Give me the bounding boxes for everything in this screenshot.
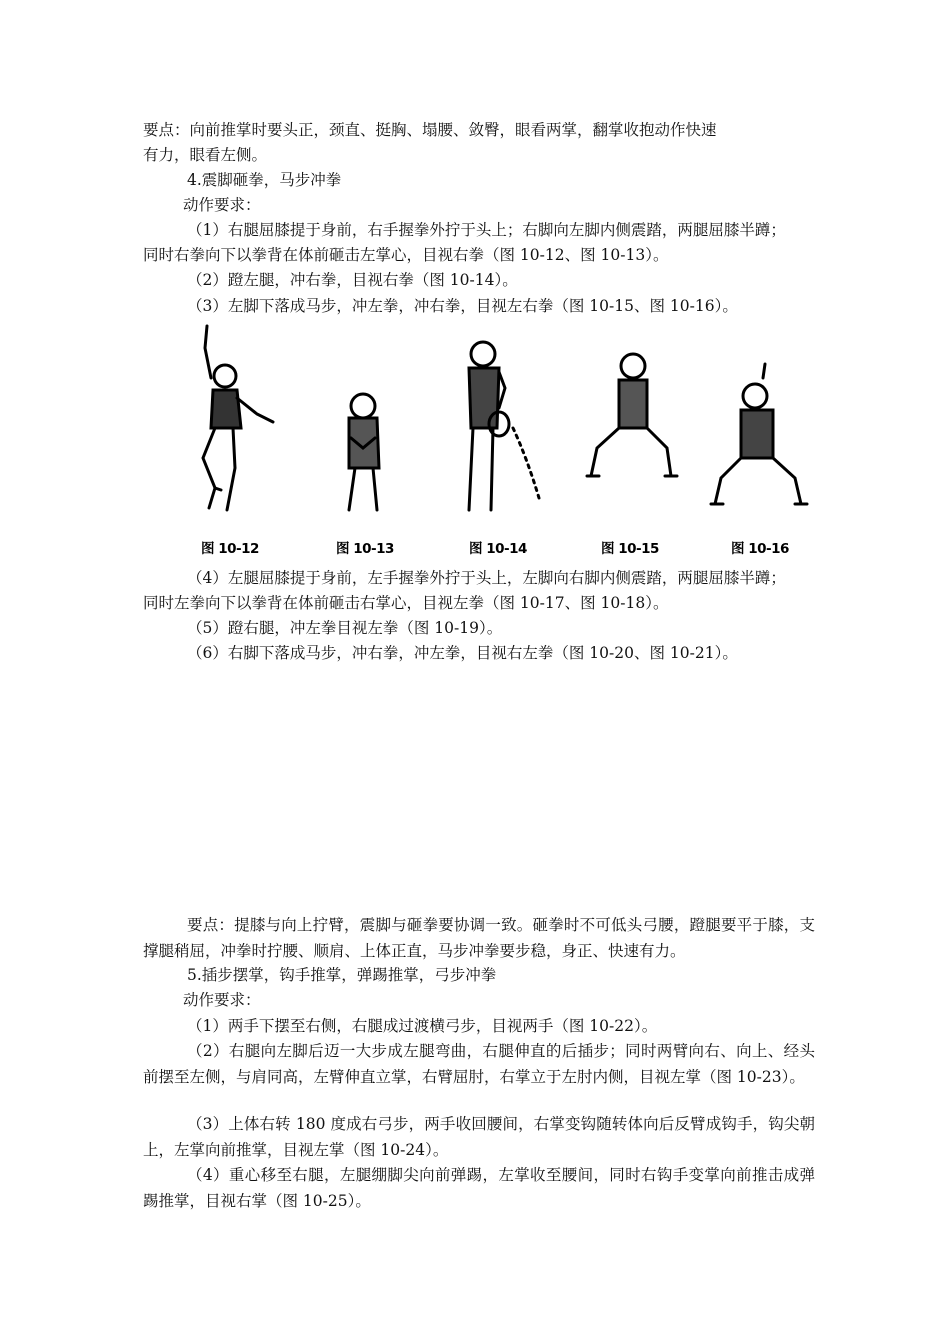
- keypoint-paragraph-2: 要点：提膝与向上拧臂，震脚与砸拳要协调一致。砸拳时不可低头弓腰，蹬腿要平于膝，支撑腿稍屈，冲拳时拧腰、顺肩、上体正直，马步冲拳要步稳，身正、快速有力。: [143, 916, 815, 960]
- figure-caption: 图 10-14: [469, 541, 527, 557]
- half-squat-figure-drawing: [315, 318, 415, 563]
- section-5-step-2: （2）右腿向左脚后迈一大步成左腿弯曲，右腿伸直的后插步；同时两臂向右、向上、经头前摆至左侧，与肩同高，左臂伸直立掌，右臂屈肘，右掌立于左肘内侧，目视左掌（图 10-23）。: [143, 1042, 815, 1086]
- action-requirements-label-2: 动作要求：: [183, 991, 261, 1009]
- step-2: （2）蹬左腿，冲右拳，目视右拳（图 10-14）。: [187, 271, 518, 289]
- section-5-title: 5.插步摆掌，钩手推掌，弹踢推掌，弓步冲拳: [187, 966, 497, 984]
- step-3: （3）左脚下落成马步，冲左拳，冲右拳，目视左右拳（图 10-15、图 10-16）。: [187, 297, 738, 315]
- figure-10-14: [443, 318, 553, 563]
- keypoint-line-1: 要点：向前推掌时要头正，颈直、挺胸、塌腰、敛臀，眼看两掌，翻掌收抱动作快速: [143, 121, 717, 139]
- figure-10-12: [175, 318, 285, 563]
- figure-caption: 图 10-16: [731, 541, 789, 557]
- section-5-step-3: （3）上体右转 180 度成右弓步，两手收回腰间，右掌变钩随转体向后反臂成钩手，钩尖朝上，左掌向前推掌，目视左掌（图 10-24）。: [143, 1115, 815, 1159]
- keypoint-line-2: 有力，眼看左侧。: [143, 146, 268, 164]
- action-requirements-label: 动作要求：: [183, 196, 261, 214]
- figure-10-15: [575, 318, 685, 563]
- figure-caption: 图 10-13: [336, 541, 394, 557]
- figure-10-13: [315, 318, 415, 563]
- figure-10-16: [705, 318, 815, 563]
- double-punch-figure-drawing: [705, 318, 815, 563]
- figure-caption: 图 10-15: [601, 541, 659, 557]
- section-5-step-4: （4）重心移至右腿，左腿绷脚尖向前弹踢，左掌收至腰间，同时右钩手变掌向前推击成弹踢推掌，目视右掌（图 10-25）。: [143, 1166, 815, 1210]
- figure-caption: 图 10-12: [201, 541, 259, 557]
- step-1-line-a: （1）右腿屈膝提于身前，右手握拳外拧于头上；右脚向左脚内侧震踏，两腿屈膝半蹲；: [187, 221, 786, 239]
- step-1-line-b: 同时右拳向下以拳背在体前砸击左掌心，目视右拳（图 10-12、图 10-13）。: [143, 246, 669, 264]
- step-4-line-a: （4）左腿屈膝提于身前，左手握拳外拧于头上，左脚向右脚内侧震踏，两腿屈膝半蹲；: [187, 569, 786, 587]
- step-4-line-b: 同时左拳向下以拳背在体前砸击右掌心，目视左拳（图 10-17、图 10-18）。: [143, 594, 669, 612]
- step-5: （5）蹬右腿，冲左拳目视左拳（图 10-19）。: [187, 619, 503, 637]
- knee-raise-figure-drawing: [175, 318, 285, 563]
- horse-stance-figure-drawing: [575, 318, 685, 563]
- kick-punch-figure-drawing: [443, 318, 553, 563]
- section-4-title: 4.震脚砸拳，马步冲拳: [187, 171, 342, 189]
- step-6: （6）右脚下落成马步，冲右拳，冲左拳，目视右左拳（图 10-20、图 10-21）。: [187, 644, 738, 662]
- section-5-step-1: （1）两手下摆至右侧，右腿成过渡横弓步，目视两手（图 10-22）。: [187, 1017, 658, 1035]
- figure-strip: [175, 318, 815, 563]
